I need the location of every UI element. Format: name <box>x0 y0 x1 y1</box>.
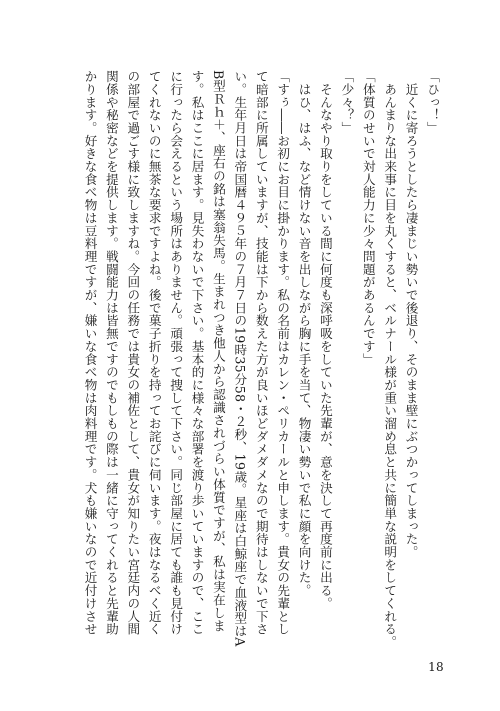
text-line-13: に行ったら会えるという場所はありません。頑張って捜して下さい。同じ部屋に居ても誰も見付け <box>168 70 184 636</box>
text-line-14: てくれないのに無茶な要求ですよね。後で菓子折りを持ってお詫びに伺います。夜はなるべく近く <box>146 70 162 636</box>
text-line-7: はひ、はふ、など情けない音を出しながら胸に手を当て、物凄い勢いで私に顔を向けた。 <box>296 70 312 597</box>
text-line-3: あんまりな出来事に目を丸くすると、ベルナール様が重い溜め息と共に簡単な説明をしてくれる。 <box>382 70 398 649</box>
text-line-12: す。私はここに居ます。見失わないで下さい。基本的に様々な部署を渡り歩いていますので、ここ <box>189 70 205 636</box>
text-line-5: 「少々？」 <box>339 70 355 135</box>
text-line-1: 「ひっ！」 <box>425 70 440 135</box>
text-line-2: 近くに寄ろうとしたら凄まじい勢いで後退り、そのまま壁にぶつかってしまった。 <box>403 70 419 559</box>
text-line-6: そんなやり取りをしている間に何度も深呼吸をしていた先輩が、意を決して再度前に出る。 <box>317 70 333 610</box>
text-line-10: い。生年月日は帝国暦４９５年の７月７日の19時35分58・２秒、19歳。星座は白鯨座で血液型はA <box>232 70 248 647</box>
text-line-9: て暗部に所属していますが、技能は下から数えた方が良いほどダメダメなので期待はしないで下さ <box>253 70 269 636</box>
page-number: 18 <box>428 660 444 674</box>
text-line-17: かります。好きな食べ物は豆料理ですが、嫌いな食べ物は肉料理です。犬も嫌いなので近付けさせ <box>82 70 98 636</box>
text-line-8: 「すぅ――お初にお目に掛かります。私の名前はカレン・ペリカールと申します。貴女の先輩とし <box>275 70 291 636</box>
text-line-15: の部屋で過ごす様に致しますね。今回の任務では貴女の補佐として、貴女が知りたい宮廷内の人間 <box>125 70 141 636</box>
vertical-text-block <box>53 70 443 649</box>
text-line-4: 「体質のせいで対人能力に少々問題があるんです」 <box>360 70 376 366</box>
text-line-16: 関係や秘密などを提供します。戦闘能力は皆無ですのでもしもの際は一緒に守ってくれると先輩助 <box>103 70 119 636</box>
text-line-11: B型Ｒｈ＋、座右の銘は塞翁失馬。生まれつき他人から認識されづらい体質ですが、私は実在しま <box>210 70 226 633</box>
